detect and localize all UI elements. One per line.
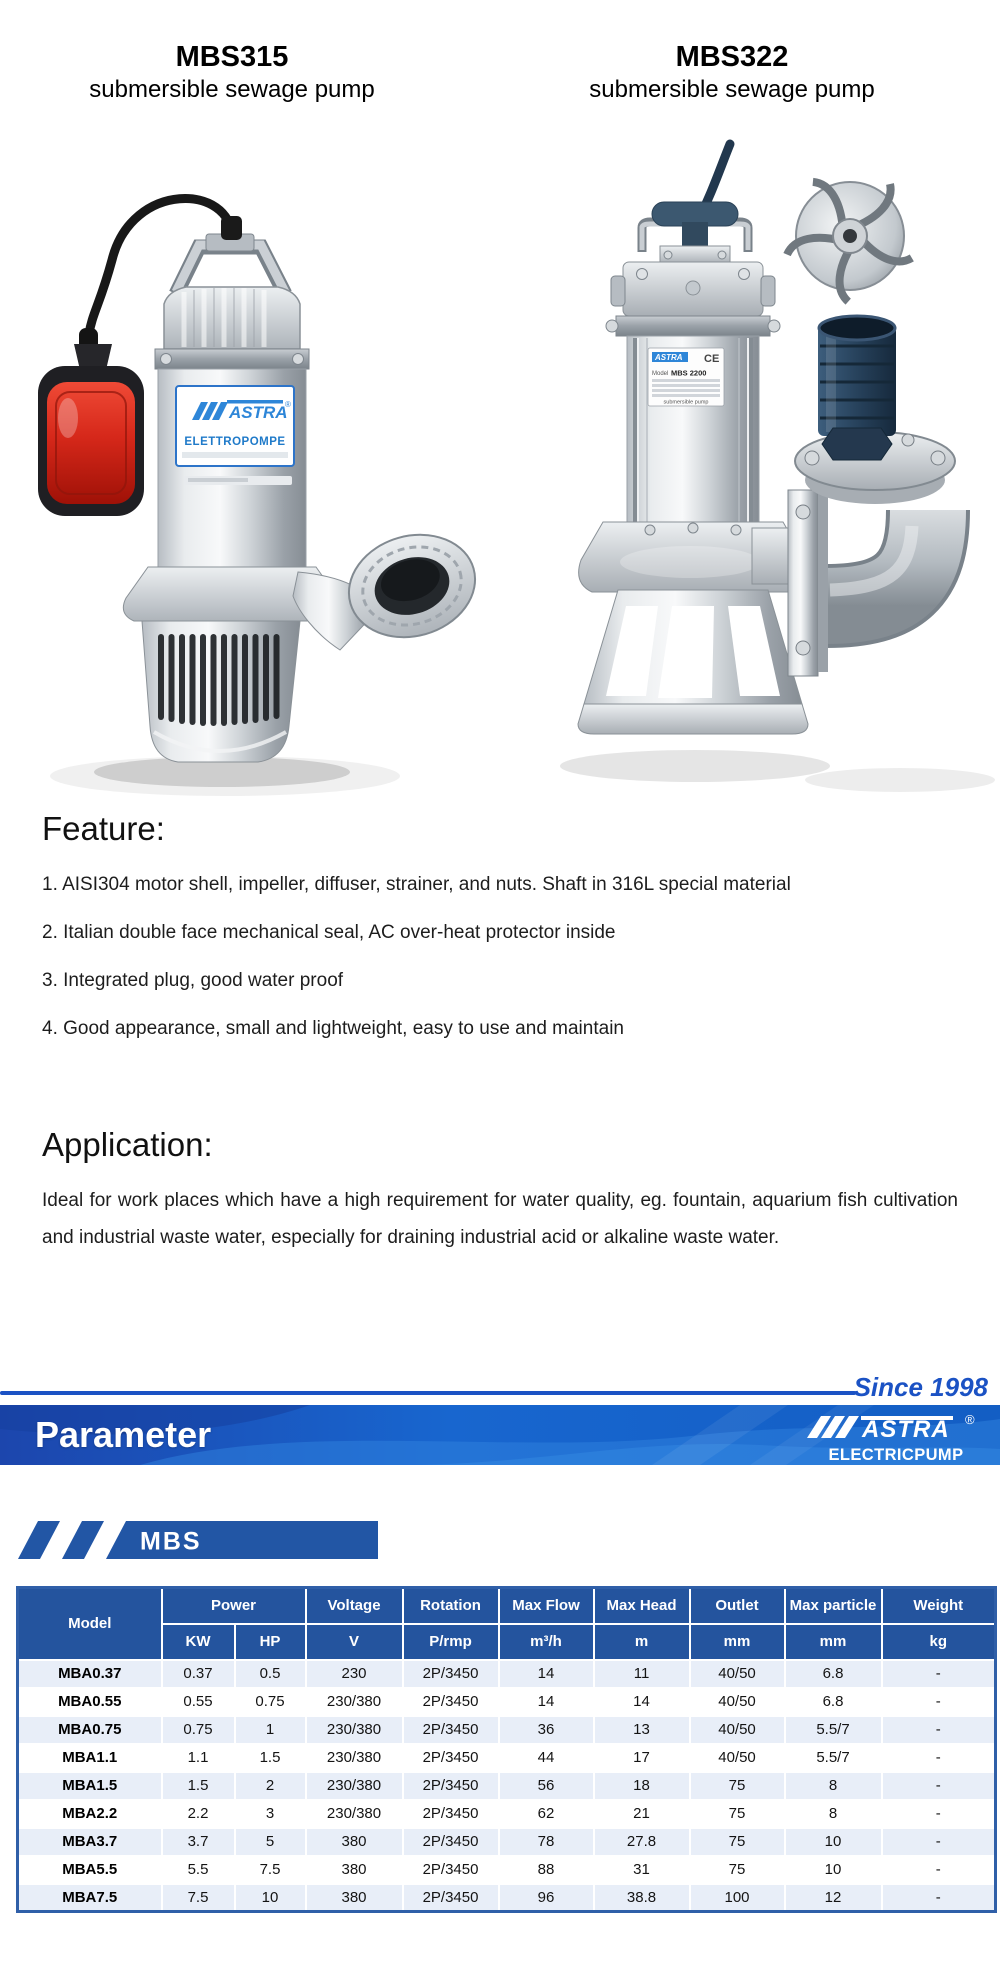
banner-title: Parameter bbox=[35, 1414, 212, 1455]
table-cell: 230/380 bbox=[306, 1688, 403, 1716]
table-cell: 13 bbox=[594, 1716, 690, 1744]
table-cell: 40/50 bbox=[690, 1660, 785, 1688]
table-cell: 2P/3450 bbox=[403, 1688, 499, 1716]
table-cell: 1 bbox=[235, 1716, 306, 1744]
carry-handle bbox=[642, 202, 748, 252]
table-cell: 75 bbox=[690, 1772, 785, 1800]
outlet-coupling bbox=[337, 520, 488, 651]
model-subtitle: submersible sewage pump bbox=[89, 76, 375, 103]
table-cell: 75 bbox=[690, 1800, 785, 1828]
label-model-prefix: Model bbox=[652, 371, 669, 377]
table-cell: - bbox=[882, 1688, 996, 1716]
pump-photo-mbs315 bbox=[0, 128, 500, 800]
column-header-power: Power bbox=[162, 1588, 306, 1624]
parameter-table bbox=[16, 1586, 997, 1913]
product-title-mbs315 bbox=[0, 40, 464, 106]
model-name: MBS322 bbox=[675, 41, 789, 73]
column-header-weight: Weight bbox=[882, 1588, 996, 1624]
table-units-row bbox=[18, 1624, 996, 1660]
mastra-wordmark-icon bbox=[192, 400, 291, 422]
unit-m: m bbox=[594, 1624, 690, 1660]
table-cell: 31 bbox=[594, 1856, 690, 1884]
table-cell: 2P/3450 bbox=[403, 1828, 499, 1856]
unit-mm-particle: mm bbox=[785, 1624, 882, 1660]
application-heading: Application: bbox=[42, 1126, 213, 1163]
table-row bbox=[18, 1660, 996, 1688]
feature-section bbox=[42, 810, 958, 1058]
table-cell: 2P/3450 bbox=[403, 1744, 499, 1772]
table-cell: 5.5/7 bbox=[785, 1744, 882, 1772]
application-text: Ideal for work places which have a high requirement for water quality, eg. fountain, aquarium fish cultivation and industrial waste water, especially for draining industrial acid or alkaline waste water. bbox=[42, 1190, 958, 1248]
table-cell: 78 bbox=[499, 1828, 594, 1856]
table-cell: 7.5 bbox=[235, 1856, 306, 1884]
table-cell: 75 bbox=[690, 1828, 785, 1856]
table-row bbox=[18, 1856, 996, 1884]
float-switch bbox=[38, 328, 144, 516]
model-subtitle: submersible sewage pump bbox=[589, 76, 875, 103]
carry-handle bbox=[176, 216, 285, 294]
shadow bbox=[560, 750, 830, 782]
unit-prmp: P/rmp bbox=[403, 1624, 499, 1660]
table-cell: 12 bbox=[785, 1884, 882, 1912]
column-header-voltage: Voltage bbox=[306, 1588, 403, 1624]
table-cell: 14 bbox=[499, 1660, 594, 1688]
table-cell: - bbox=[882, 1856, 996, 1884]
table-cell: 1.1 bbox=[162, 1744, 235, 1772]
table-cell: 21 bbox=[594, 1800, 690, 1828]
table-cell: 8 bbox=[785, 1772, 882, 1800]
impeller-image bbox=[787, 181, 912, 302]
table-cell: 230/380 bbox=[306, 1772, 403, 1800]
table-cell: - bbox=[882, 1772, 996, 1800]
table-cell: - bbox=[882, 1828, 996, 1856]
pump-label-mbs322 bbox=[648, 348, 724, 406]
wordmark-text: ASTRA bbox=[229, 403, 288, 422]
table-row bbox=[18, 1688, 996, 1716]
table-cell: 230/380 bbox=[306, 1716, 403, 1744]
table-cell: 2 bbox=[235, 1772, 306, 1800]
feature-item: 3. Integrated plug, good water proof bbox=[42, 970, 344, 991]
unit-v: V bbox=[306, 1624, 403, 1660]
table-row bbox=[18, 1716, 996, 1744]
table-cell: 44 bbox=[499, 1744, 594, 1772]
table-cell: 230 bbox=[306, 1660, 403, 1688]
divider-line bbox=[0, 1391, 856, 1395]
top-cap bbox=[606, 262, 780, 336]
table-cell: - bbox=[882, 1800, 996, 1828]
table-cell: 1.5 bbox=[162, 1772, 235, 1800]
table-row bbox=[18, 1744, 996, 1772]
table-cell: 40/50 bbox=[690, 1688, 785, 1716]
table-cell: 380 bbox=[306, 1884, 403, 1912]
model-cell: MBA1.1 bbox=[18, 1744, 162, 1772]
mastra-wordmark-icon bbox=[807, 1408, 985, 1444]
ce-mark: CE bbox=[704, 353, 720, 365]
table-cell: 230/380 bbox=[306, 1800, 403, 1828]
table-cell: 6.8 bbox=[785, 1660, 882, 1688]
table-cell: 56 bbox=[499, 1772, 594, 1800]
table-cell: 40/50 bbox=[690, 1744, 785, 1772]
unit-m3h: m³/h bbox=[499, 1624, 594, 1660]
table-cell: - bbox=[882, 1744, 996, 1772]
stand-base bbox=[578, 590, 808, 734]
table-cell: 230/380 bbox=[306, 1744, 403, 1772]
discharge-pipe bbox=[752, 528, 790, 584]
table-header-row bbox=[18, 1588, 996, 1624]
table-cell: 2P/3450 bbox=[403, 1800, 499, 1828]
table-cell: 10 bbox=[785, 1828, 882, 1856]
unit-kw: KW bbox=[162, 1624, 235, 1660]
table-cell: 96 bbox=[499, 1884, 594, 1912]
electricpump-label: ELECTRICPUMP bbox=[828, 1446, 964, 1464]
motor-cap bbox=[155, 287, 309, 369]
table-cell: 380 bbox=[306, 1856, 403, 1884]
table-cell: - bbox=[882, 1716, 996, 1744]
table-cell: 2.2 bbox=[162, 1800, 235, 1828]
table-cell: 3.7 bbox=[162, 1828, 235, 1856]
table-cell: 5.5/7 bbox=[785, 1716, 882, 1744]
table-cell: 6.8 bbox=[785, 1688, 882, 1716]
table-cell: 0.75 bbox=[235, 1688, 306, 1716]
wordmark-text: ASTRA bbox=[655, 353, 683, 362]
unit-kg: kg bbox=[882, 1624, 996, 1660]
table-cell: 380 bbox=[306, 1828, 403, 1856]
column-header-max-particle: Max particle bbox=[785, 1588, 882, 1624]
elettropompe-label: ELETTROPOMPE bbox=[184, 436, 286, 448]
mbs-series-badge bbox=[18, 1521, 378, 1559]
column-header-max-flow: Max Flow bbox=[499, 1588, 594, 1624]
parameter-banner bbox=[0, 1405, 1000, 1465]
table-cell: 75 bbox=[690, 1856, 785, 1884]
table-row bbox=[18, 1800, 996, 1828]
table-cell: 10 bbox=[785, 1856, 882, 1884]
pump-label-mbs315 bbox=[176, 386, 294, 466]
table-cell: 2P/3450 bbox=[403, 1884, 499, 1912]
table-cell: 18 bbox=[594, 1772, 690, 1800]
table-cell: 3 bbox=[235, 1800, 306, 1828]
table-cell: 17 bbox=[594, 1744, 690, 1772]
table-cell: 10 bbox=[235, 1884, 306, 1912]
unit-hp: HP bbox=[235, 1624, 306, 1660]
model-cell: MBA5.5 bbox=[18, 1856, 162, 1884]
table-cell: 5.5 bbox=[162, 1856, 235, 1884]
pump-photo-mbs322 bbox=[500, 128, 1000, 800]
table-cell: 2P/3450 bbox=[403, 1716, 499, 1744]
model-name: MBS315 bbox=[175, 41, 289, 73]
table-cell: 14 bbox=[499, 1688, 594, 1716]
mastra-logo bbox=[807, 1408, 985, 1465]
table-row bbox=[18, 1884, 996, 1912]
model-cell: MBA1.5 bbox=[18, 1772, 162, 1800]
unit-mm-outlet: mm bbox=[690, 1624, 785, 1660]
feature-item: 1. AISI304 motor shell, impeller, diffuser, strainer, and nuts. Shaft in 316L special material bbox=[42, 874, 791, 895]
strainer-base bbox=[142, 621, 300, 762]
model-cell: MBA7.5 bbox=[18, 1884, 162, 1912]
table-cell: 5 bbox=[235, 1828, 306, 1856]
table-cell: 88 bbox=[499, 1856, 594, 1884]
wordmark-text: ASTRA bbox=[862, 1416, 950, 1443]
table-cell: 0.37 bbox=[162, 1660, 235, 1688]
application-section bbox=[42, 1126, 958, 1267]
table-cell: 7.5 bbox=[162, 1884, 235, 1912]
table-row bbox=[18, 1772, 996, 1800]
column-header-rotation: Rotation bbox=[403, 1588, 499, 1624]
table-cell: 62 bbox=[499, 1800, 594, 1828]
table-cell: 11 bbox=[594, 1660, 690, 1688]
table-cell: 40/50 bbox=[690, 1716, 785, 1744]
table-cell: 100 bbox=[690, 1884, 785, 1912]
hose-connector bbox=[818, 316, 896, 460]
shadow bbox=[805, 768, 995, 792]
table-cell: 0.75 bbox=[162, 1716, 235, 1744]
table-cell: - bbox=[882, 1660, 996, 1688]
table-cell: 14 bbox=[594, 1688, 690, 1716]
since-1998-label: Since 1998 bbox=[853, 1372, 988, 1402]
model-cell: MBA0.37 bbox=[18, 1660, 162, 1688]
model-cell: MBA2.2 bbox=[18, 1800, 162, 1828]
series-badge-label: MBS bbox=[140, 1527, 202, 1556]
column-header-model: Model bbox=[18, 1588, 162, 1660]
column-header-max-head: Max Head bbox=[594, 1588, 690, 1624]
model-cell: MBA0.55 bbox=[18, 1688, 162, 1716]
table-cell: 2P/3450 bbox=[403, 1660, 499, 1688]
model-cell: MBA0.75 bbox=[18, 1716, 162, 1744]
table-cell: 36 bbox=[499, 1716, 594, 1744]
table-cell: 2P/3450 bbox=[403, 1772, 499, 1800]
mounting-plate bbox=[788, 490, 828, 676]
table-cell: 38.8 bbox=[594, 1884, 690, 1912]
feature-heading: Feature: bbox=[42, 810, 165, 847]
table-cell: 8 bbox=[785, 1800, 882, 1828]
registered-mark: ® bbox=[965, 1412, 975, 1427]
column-header-outlet: Outlet bbox=[690, 1588, 785, 1624]
feature-item: 4. Good appearance, small and lightweight, easy to use and maintain bbox=[42, 1018, 624, 1039]
registered-mark: ® bbox=[285, 400, 291, 409]
table-cell: 1.5 bbox=[235, 1744, 306, 1772]
label-model-number: MBS 2200 bbox=[671, 368, 707, 378]
table-cell: 27.8 bbox=[594, 1828, 690, 1856]
model-cell: MBA3.7 bbox=[18, 1828, 162, 1856]
feature-item: 2. Italian double face mechanical seal, AC over-heat protector inside bbox=[42, 922, 616, 943]
table-cell: 2P/3450 bbox=[403, 1856, 499, 1884]
table-cell: 0.55 bbox=[162, 1688, 235, 1716]
label-type-line: submersible pump bbox=[663, 399, 709, 406]
table-row bbox=[18, 1828, 996, 1856]
table-cell: - bbox=[882, 1884, 996, 1912]
table-cell: 0.5 bbox=[235, 1660, 306, 1688]
product-title-mbs322 bbox=[464, 40, 1000, 106]
